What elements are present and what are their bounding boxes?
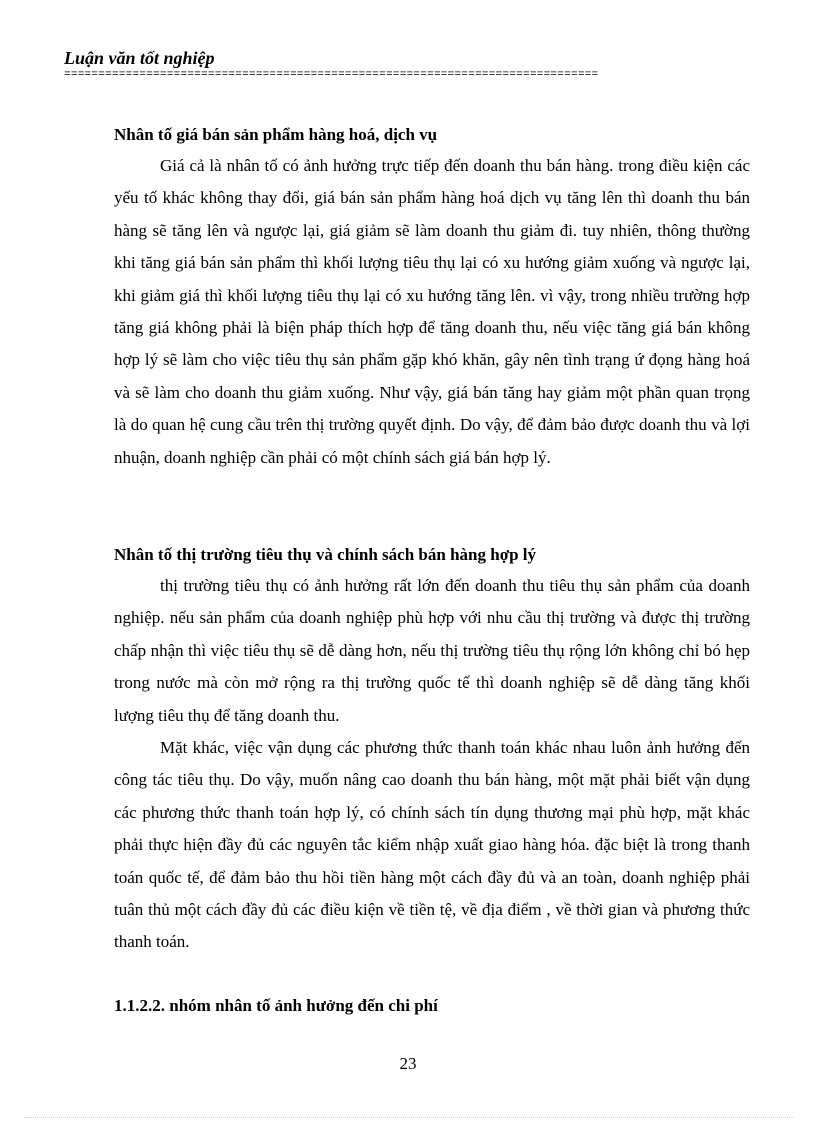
section-heading-market: Nhân tố thị trường tiêu thụ và chính sách bán hàng hợp lý	[114, 545, 537, 564]
paragraph-price: Giá cả là nhân tố có ảnh hưởng trực tiếp đến doanh thu bán hàng. trong điều kiện các yếu tố khác không thay đổi, giá bán sản phẩm hàng hoá dịch vụ tăng lên thì doanh thu bán hàng sẽ tăng lên và ngược lại, giá giảm sẽ làm doanh thu giảm đi. tuy nhiên, thông thường khi tăng giá bán sản phẩm thì khối lượng tiêu thụ lại có xu hướng giảm xuống và ngược lại, khi giảm giá thì khối lượng tiêu thụ lại có xu hướng tăng lên. vì vậy, trong nhiều trường hợp tăng giá không phải là biện pháp thích hợp để tăng doanh thu, nếu việc tăng giá bán không hợp lý sẽ làm cho việc tiêu thụ sản phẩm gặp khó khăn, gây nên tình trạng ứ đọng hàng hoá và sẽ làm cho doanh thu giảm xuống. Như vậy, giá bán tăng hay giảm một phần quan trọng là do quan hệ cung cầu trên thị trường quyết định. Do vậy, để đảm bảo được doanh thu và lợi nhuận, doanh nghiệp cần phải có một chính sách giá bán hợp lý.	[114, 156, 750, 467]
section-heading-price: Nhân tố giá bán sản phẩm hàng hoá, dịch vụ	[114, 125, 438, 144]
bottom-divider	[24, 1117, 794, 1118]
paragraph-market-1: thị trường tiêu thụ có ảnh hưởng rất lớn đến doanh thu tiêu thụ sản phẩm của doanh nghiệp. nếu sản phẩm của doanh nghiệp phù hợp với nhu cầu thị trường và được thị trường chấp nhận thì việc tiêu thụ sẽ dễ dàng hơn, nếu thị trường tiêu thụ rộng lớn không chỉ bó hẹp trong nước mà còn mở rộng ra thị trường quốc tế thì doanh nghiệp sẽ dễ dàng tăng khối lượng tiêu thụ để tăng doanh thu.	[114, 576, 750, 725]
paragraph-market-2: Mặt khác, việc vận dụng các phương thức thanh toán khác nhau luôn ảnh hưởng đến công tác tiêu thụ. Do vậy, muốn nâng cao doanh thu bán hàng, một mặt phải biết vận dụng các phương thức thanh toán hợp lý, có chính sách tín dụng thương mại phù hợp, mặt khác phải thực hiện đầy đủ các nguyên tắc kiểm nhập xuất giao hàng hóa. đặc biệt là trong thanh toán quốc tế, để đảm bảo thu hồi tiền hàng một cách đầy đủ và an toàn, doanh nghiệp phải tuân thủ một cách đầy đủ các điều kiện về tiền tệ, về địa điểm , về thời gian và phương thức thanh toán.	[114, 738, 750, 952]
section-heading-costs: 1.1.2.2. nhóm nhân tố ảnh hưởng đến chi phí	[114, 996, 438, 1015]
page-number: 23	[399, 1054, 417, 1073]
running-header-title: Luận văn tốt nghiệp	[64, 48, 215, 68]
header-divider: ==============================================================================	[64, 70, 599, 81]
